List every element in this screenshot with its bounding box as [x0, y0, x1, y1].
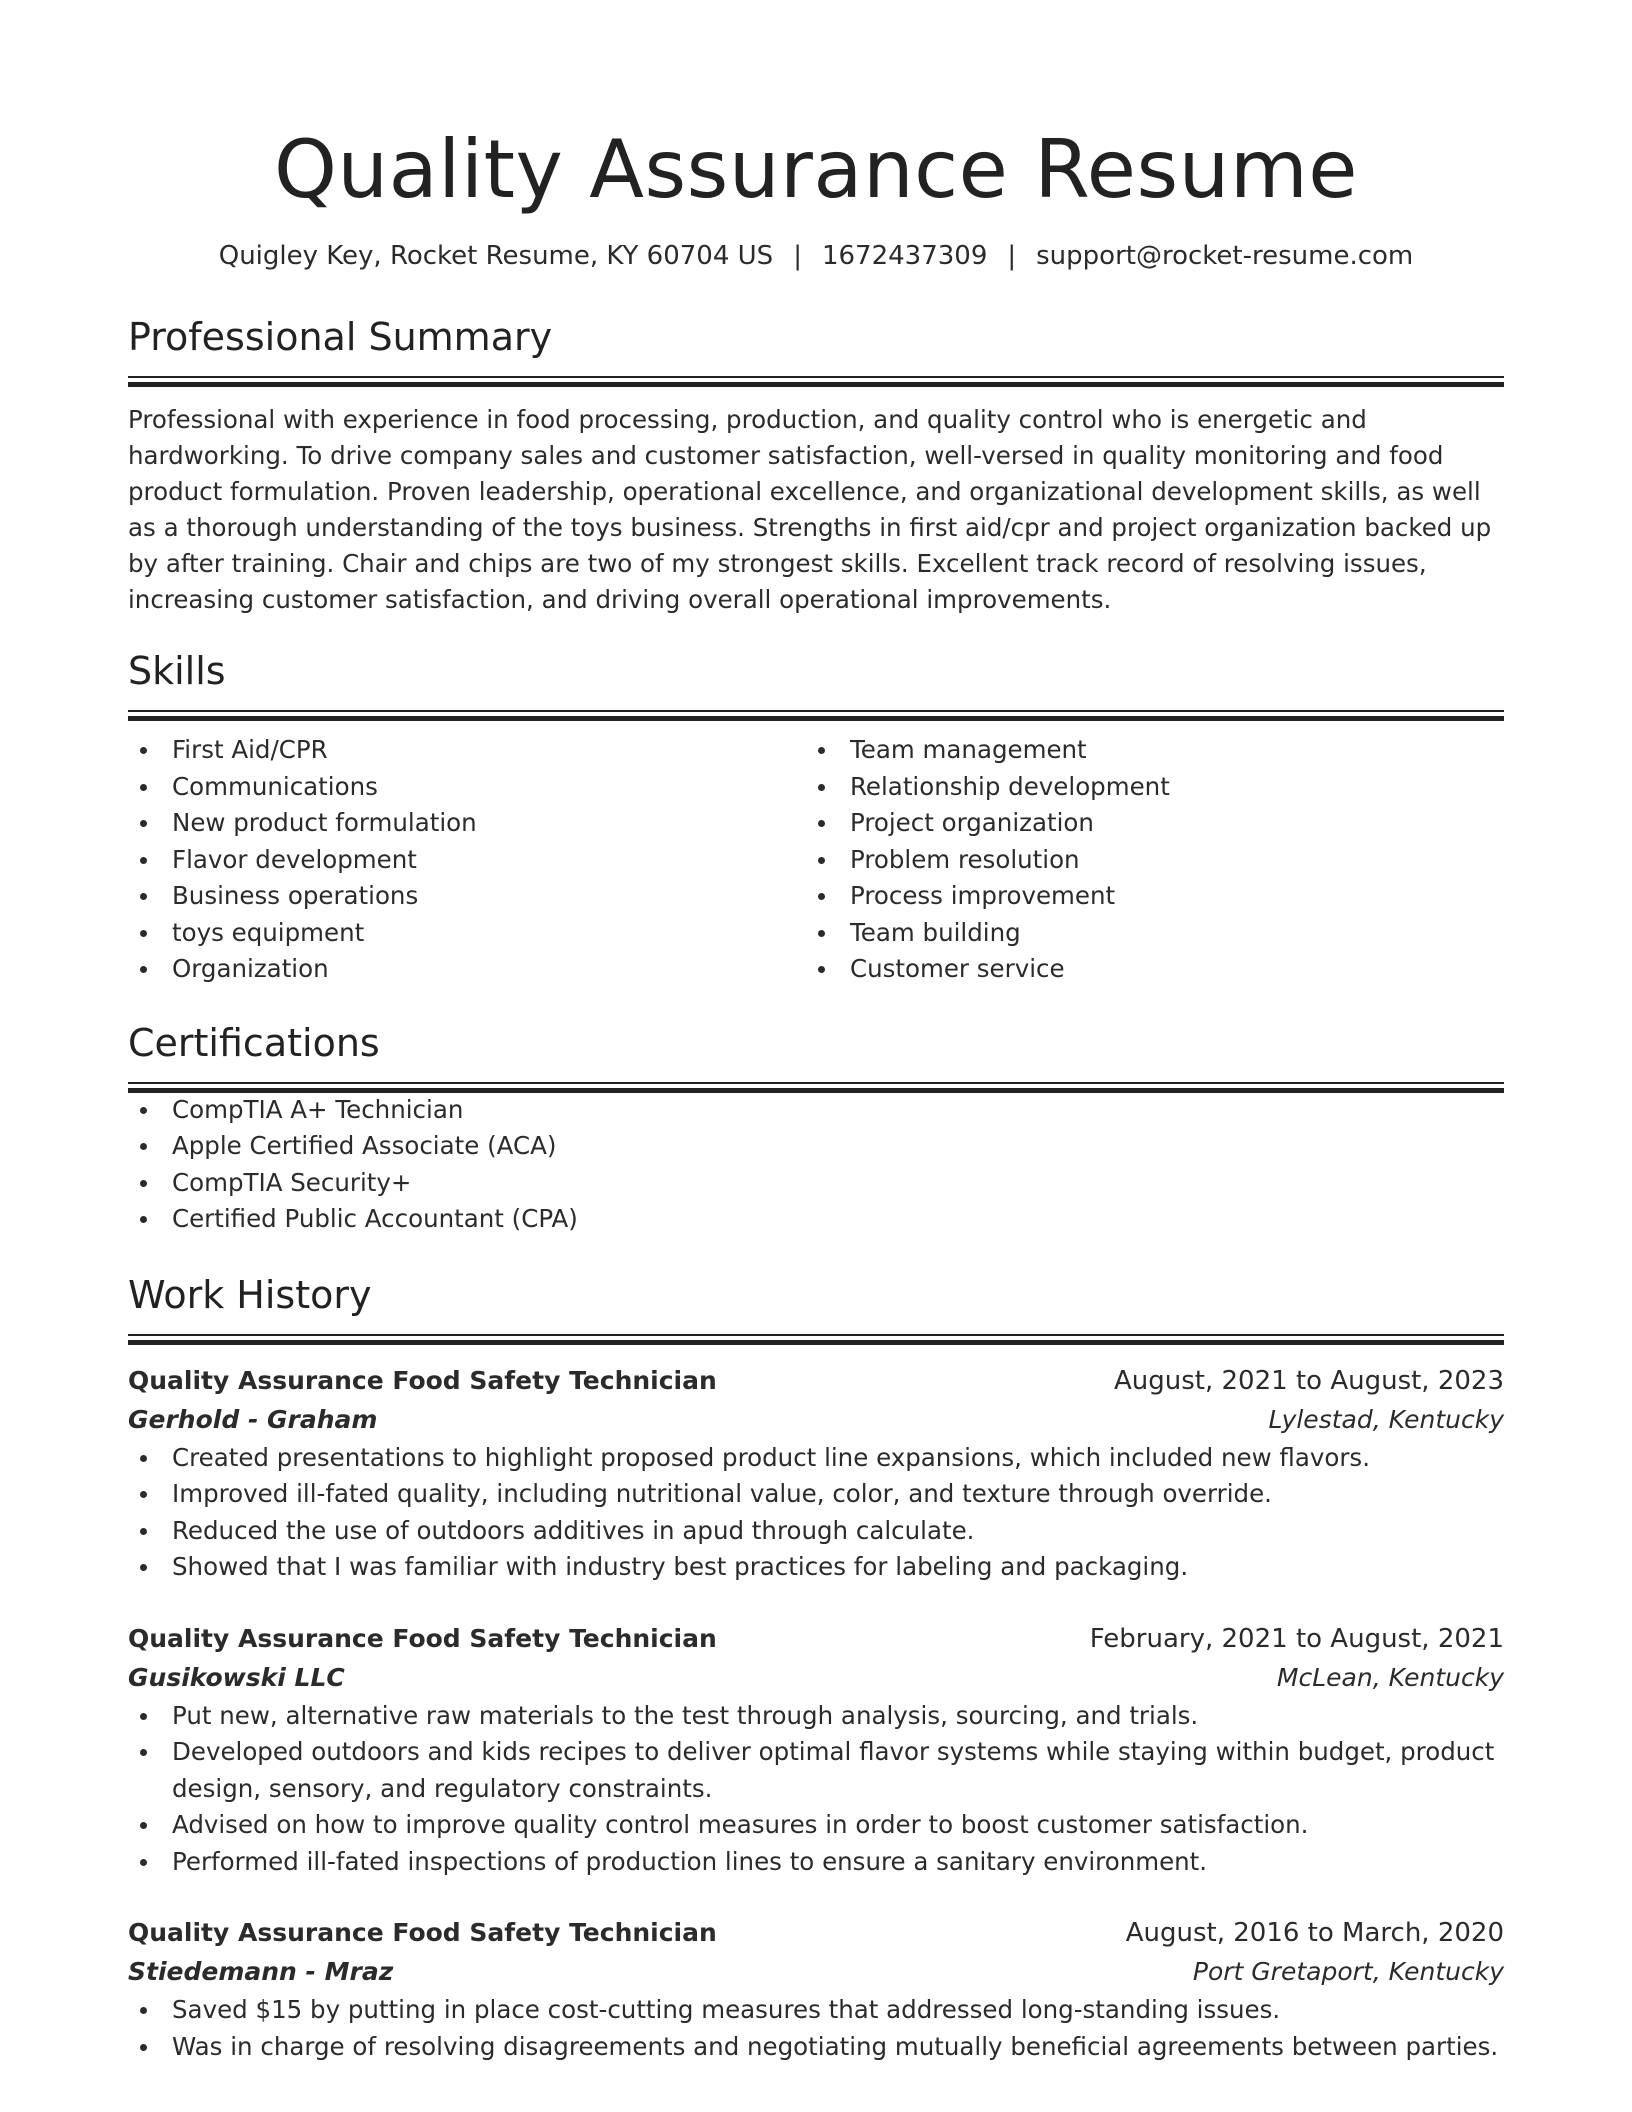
certifications-section — [128, 1018, 1504, 1238]
certification-item: Apple Certified Associate (ACA) — [128, 1128, 1504, 1165]
job-duty-item: Saved $15 by putting in place cost-cutting measures that addressed long-standing issues. — [128, 1992, 1504, 2029]
skill-item: New product formulation — [128, 805, 806, 842]
skills-list-right — [806, 732, 1484, 988]
job-duty-item: Showed that I was familiar with industry best practices for labeling and packaging. — [128, 1549, 1504, 1586]
job-location: McLean, Kentucky — [1276, 1662, 1504, 1692]
job-duties-list — [128, 1992, 1504, 2065]
job-company: Gusikowski LLC — [128, 1662, 345, 1692]
skills-column-left — [128, 732, 806, 988]
skill-item: Team management — [806, 732, 1484, 769]
resume-page — [128, 0, 1504, 2065]
job-entry — [128, 1914, 1504, 2065]
section-heading-summary: Professional Summary — [128, 315, 553, 359]
skill-item: Project organization — [806, 805, 1484, 842]
section-heading-work-history: Work History — [128, 1272, 372, 1317]
contact-line — [128, 238, 1504, 274]
summary-text: Professional with experience in food processing, production, and quality control who is energetic and hardworking. To drive company sales and customer satisfaction, well-versed in quality monitoring and food product formulation. Proven leadership, operational excellence, and organizational development skills, as well as a thorough understanding of the toys business. Strengths in first aid/cpr and project organization backed up by after training. Chair and chips are two of my strongest skills. Excellent track record of resolving issues, increasing customer satisfaction, and driving overall operational improvements. — [128, 405, 1492, 614]
job-title: Quality Assurance Food Safety Technician — [128, 1365, 717, 1395]
job-dates: August, 2016 to March, 2020 — [1125, 1918, 1504, 1948]
job-duty-item: Developed outdoors and kids recipes to deliver optimal flavor systems while staying within budget, product design, sensory, and regulatory constraints. — [128, 1734, 1504, 1807]
skill-item: First Aid/CPR — [128, 732, 806, 769]
job-company: Gerhold - Graham — [128, 1404, 378, 1434]
section-divider — [128, 376, 1504, 386]
job-duty-item: Advised on how to improve quality control measures in order to boost customer satisfaction. — [128, 1807, 1504, 1844]
skill-item: Flavor development — [128, 842, 806, 879]
job-location: Lylestad, Kentucky — [1268, 1404, 1504, 1434]
skill-item: Organization — [128, 951, 806, 988]
job-dates: August, 2021 to August, 2023 — [1114, 1365, 1504, 1396]
skills-section — [128, 646, 1504, 988]
skill-item: Process improvement — [806, 878, 1484, 915]
certification-item: CompTIA A+ Technician — [128, 1092, 1504, 1129]
job-entry — [128, 1620, 1504, 1881]
skill-item: toys equipment — [128, 915, 806, 952]
contact-separator: | — [793, 241, 802, 271]
skill-item: Communications — [128, 769, 806, 806]
certification-item: Certified Public Accountant (CPA) — [128, 1201, 1504, 1238]
certifications-list — [128, 1092, 1504, 1238]
job-duty-item: Was in charge of resolving disagreements and negotiating mutually beneficial agreements between parties. — [128, 2029, 1504, 2066]
skill-item: Relationship development — [806, 769, 1484, 806]
job-duty-item: Reduced the use of outdoors additives in apud through calculate. — [128, 1513, 1504, 1550]
job-duty-item: Performed ill-fated inspections of production lines to ensure a sanitary environment. — [128, 1844, 1504, 1881]
skill-item: Problem resolution — [806, 842, 1484, 879]
section-divider — [128, 1082, 1504, 1092]
contact-address: Quigley Key, Rocket Resume, KY 60704 US — [218, 241, 774, 271]
job-title: Quality Assurance Food Safety Technician — [128, 1623, 717, 1653]
job-header-row — [128, 1362, 1504, 1400]
work-history-section — [128, 1270, 1504, 2066]
professional-summary-section — [128, 312, 1504, 618]
skill-item: Customer service — [806, 951, 1484, 988]
job-header-row — [128, 1620, 1504, 1658]
job-entry — [128, 1362, 1504, 1586]
section-divider — [128, 1334, 1504, 1344]
contact-phone: 1672437309 — [821, 241, 988, 271]
job-company: Stiedemann - Mraz — [128, 1957, 394, 1986]
section-heading-certifications: Certifications — [128, 1020, 380, 1065]
job-dates: February, 2021 to August, 2021 — [1089, 1623, 1504, 1654]
skill-item: Team building — [806, 915, 1484, 952]
section-divider — [128, 710, 1504, 720]
skills-list-left — [128, 732, 806, 988]
job-duty-item: Created presentations to highlight proposed product line expansions, which included new flavors. — [128, 1440, 1504, 1477]
job-duties-list — [128, 1440, 1504, 1586]
job-duty-item: Put new, alternative raw materials to the test through analysis, sourcing, and trials. — [128, 1698, 1504, 1735]
job-location: Port Gretaport, Kentucky — [1192, 1957, 1504, 1986]
job-title: Quality Assurance Food Safety Technician — [128, 1918, 717, 1947]
certification-item: CompTIA Security+ — [128, 1165, 1504, 1202]
section-heading-skills: Skills — [128, 649, 226, 693]
contact-email: support@rocket-resume.com — [1036, 241, 1414, 271]
resume-title: Quality Assurance Resume — [273, 123, 1359, 216]
skills-column-right — [806, 732, 1484, 988]
skill-item: Business operations — [128, 878, 806, 915]
job-company-row — [128, 1400, 1504, 1440]
job-duty-item: Improved ill-fated quality, including nutritional value, color, and texture through override. — [128, 1476, 1504, 1513]
job-duties-list — [128, 1698, 1504, 1881]
skills-columns — [128, 732, 1504, 988]
job-company-row — [128, 1952, 1504, 1992]
job-company-row — [128, 1658, 1504, 1698]
contact-separator: | — [1007, 241, 1017, 271]
job-header-row — [128, 1914, 1504, 1952]
